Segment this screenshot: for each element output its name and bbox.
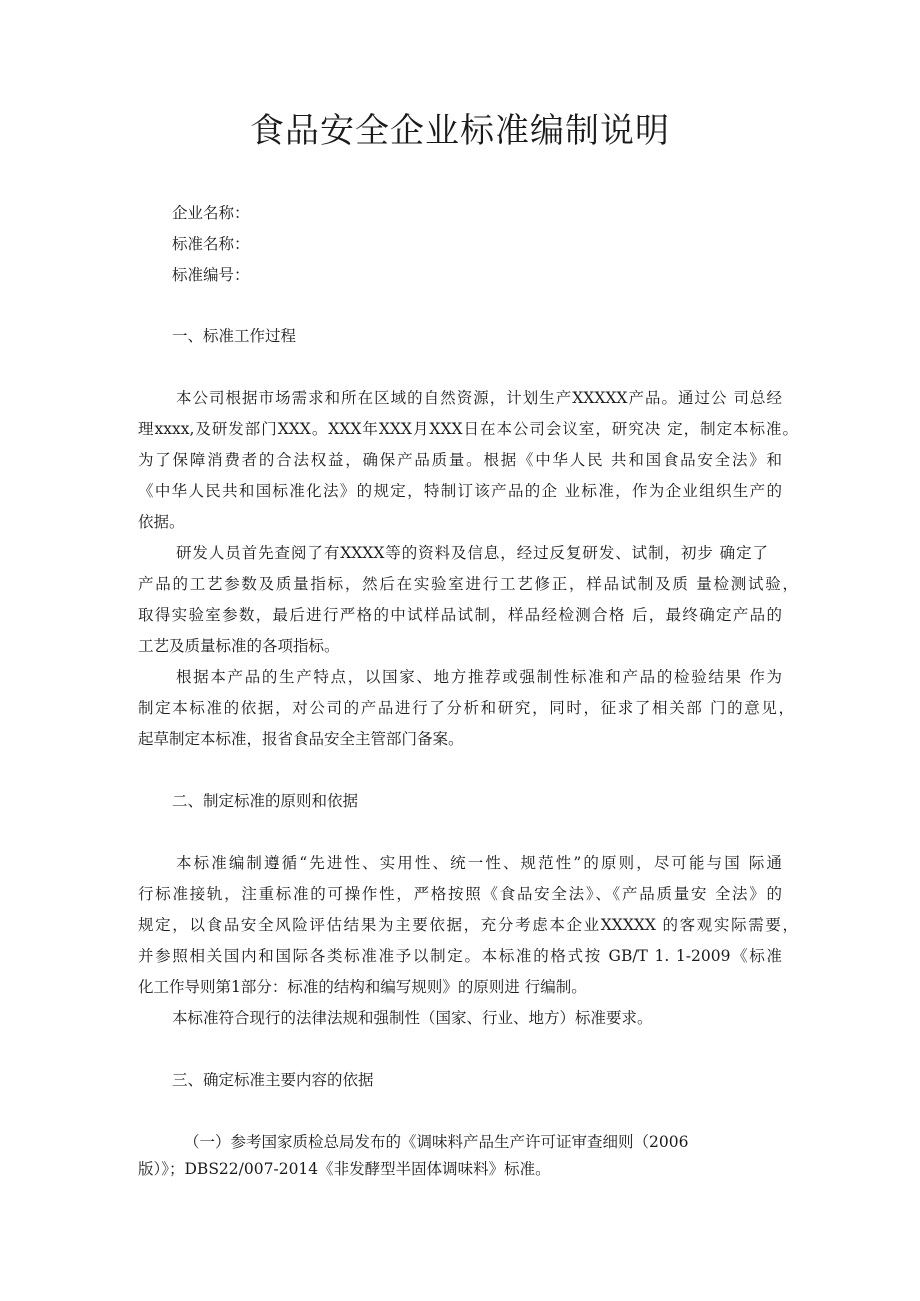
- text-line: 取得实验室参数，最后进行严格的中试样品试制，样品经检测合格 后，最终确定产品的: [138, 606, 782, 624]
- text-line: 产品的工艺参数及质量指标，然后在实验室进行工艺修正，样品试制及质 量检测试验，: [138, 575, 798, 593]
- text-line: 根据本产品的生产特点，以国家、地方推荐或强制性标准和产品的检验结果 作为: [176, 668, 782, 686]
- text-line: 依据。: [138, 513, 185, 531]
- section-heading: 一、标准工作过程: [172, 327, 297, 345]
- text-line: 本标准符合现行的法律法规和强制性（国家、行业、地方）标准要求。: [172, 1009, 653, 1027]
- text-line: 工艺及质量标准的各项指标。: [138, 637, 340, 655]
- text-line: 行标准接轨，注重标准的可操作性，严格按照《食品安全法》、《产品质量安 全法》的: [138, 885, 782, 903]
- text-line: 制定本标准的依据，对公司的产品进行了分析和研究，同时，征求了相关部 门的意见，: [138, 699, 794, 717]
- text-line: 研发人员首先查阅了有XXXX等的资料及信息，经过反复研发、试制，初步 确定了: [176, 544, 768, 562]
- text-line: 理xxxx,及研发部门XXX。XXX年XXX月XXX日在本公司会议室，研究决 定，制定本标准。: [138, 420, 798, 438]
- text-line: 本标准编制遵循“先进性、实用性、统一性、规范性”的原则，尽可能与国 际通: [176, 854, 782, 872]
- standard-name-label: 标准名称：: [172, 235, 250, 253]
- text-line: 规定，以食品安全风险评估结果为主要依据，充分考虑本企业XXXXX 的客观实际需要，: [138, 916, 798, 934]
- section-heading: 二、制定标准的原则和依据: [172, 792, 359, 810]
- text-line: （一）参考国家质检总局发布的《调味料产品生产许可证审查细则（2006: [184, 1133, 689, 1151]
- standard-number-label: 标准编号：: [172, 266, 250, 284]
- text-line: 版）》；DBS22/007-2014《非发酵型半固体调味料》标准。: [138, 1160, 551, 1178]
- document-title: 食品安全企业标准编制说明: [250, 111, 670, 151]
- text-line: 本公司根据市场需求和所在区域的自然资源，计划生产XXXXX产品。通过公 司总经: [176, 389, 782, 407]
- text-line: 为了保障消费者的合法权益，确保产品质量。根据《中华人民 共和国食品安全法》和: [138, 451, 782, 469]
- text-line: 并参照相关国内和国际各类标准准予以制定。本标准的格式按 GB/T 1. 1-2009《标准: [138, 947, 782, 965]
- company-name-label: 企业名称：: [172, 204, 250, 222]
- text-line: 化工作导则第1部分：标准的结构和编写规则》的原则进 行编制。: [138, 978, 587, 996]
- text-line: 起草制定本标准，报省食品安全主管部门备案。: [138, 730, 464, 748]
- text-line: 《中华人民共和国标准化法》的规定，特制订该产品的企 业标准，作为企业组织生产的: [138, 482, 782, 500]
- section-heading: 三、确定标准主要内容的依据: [172, 1071, 374, 1089]
